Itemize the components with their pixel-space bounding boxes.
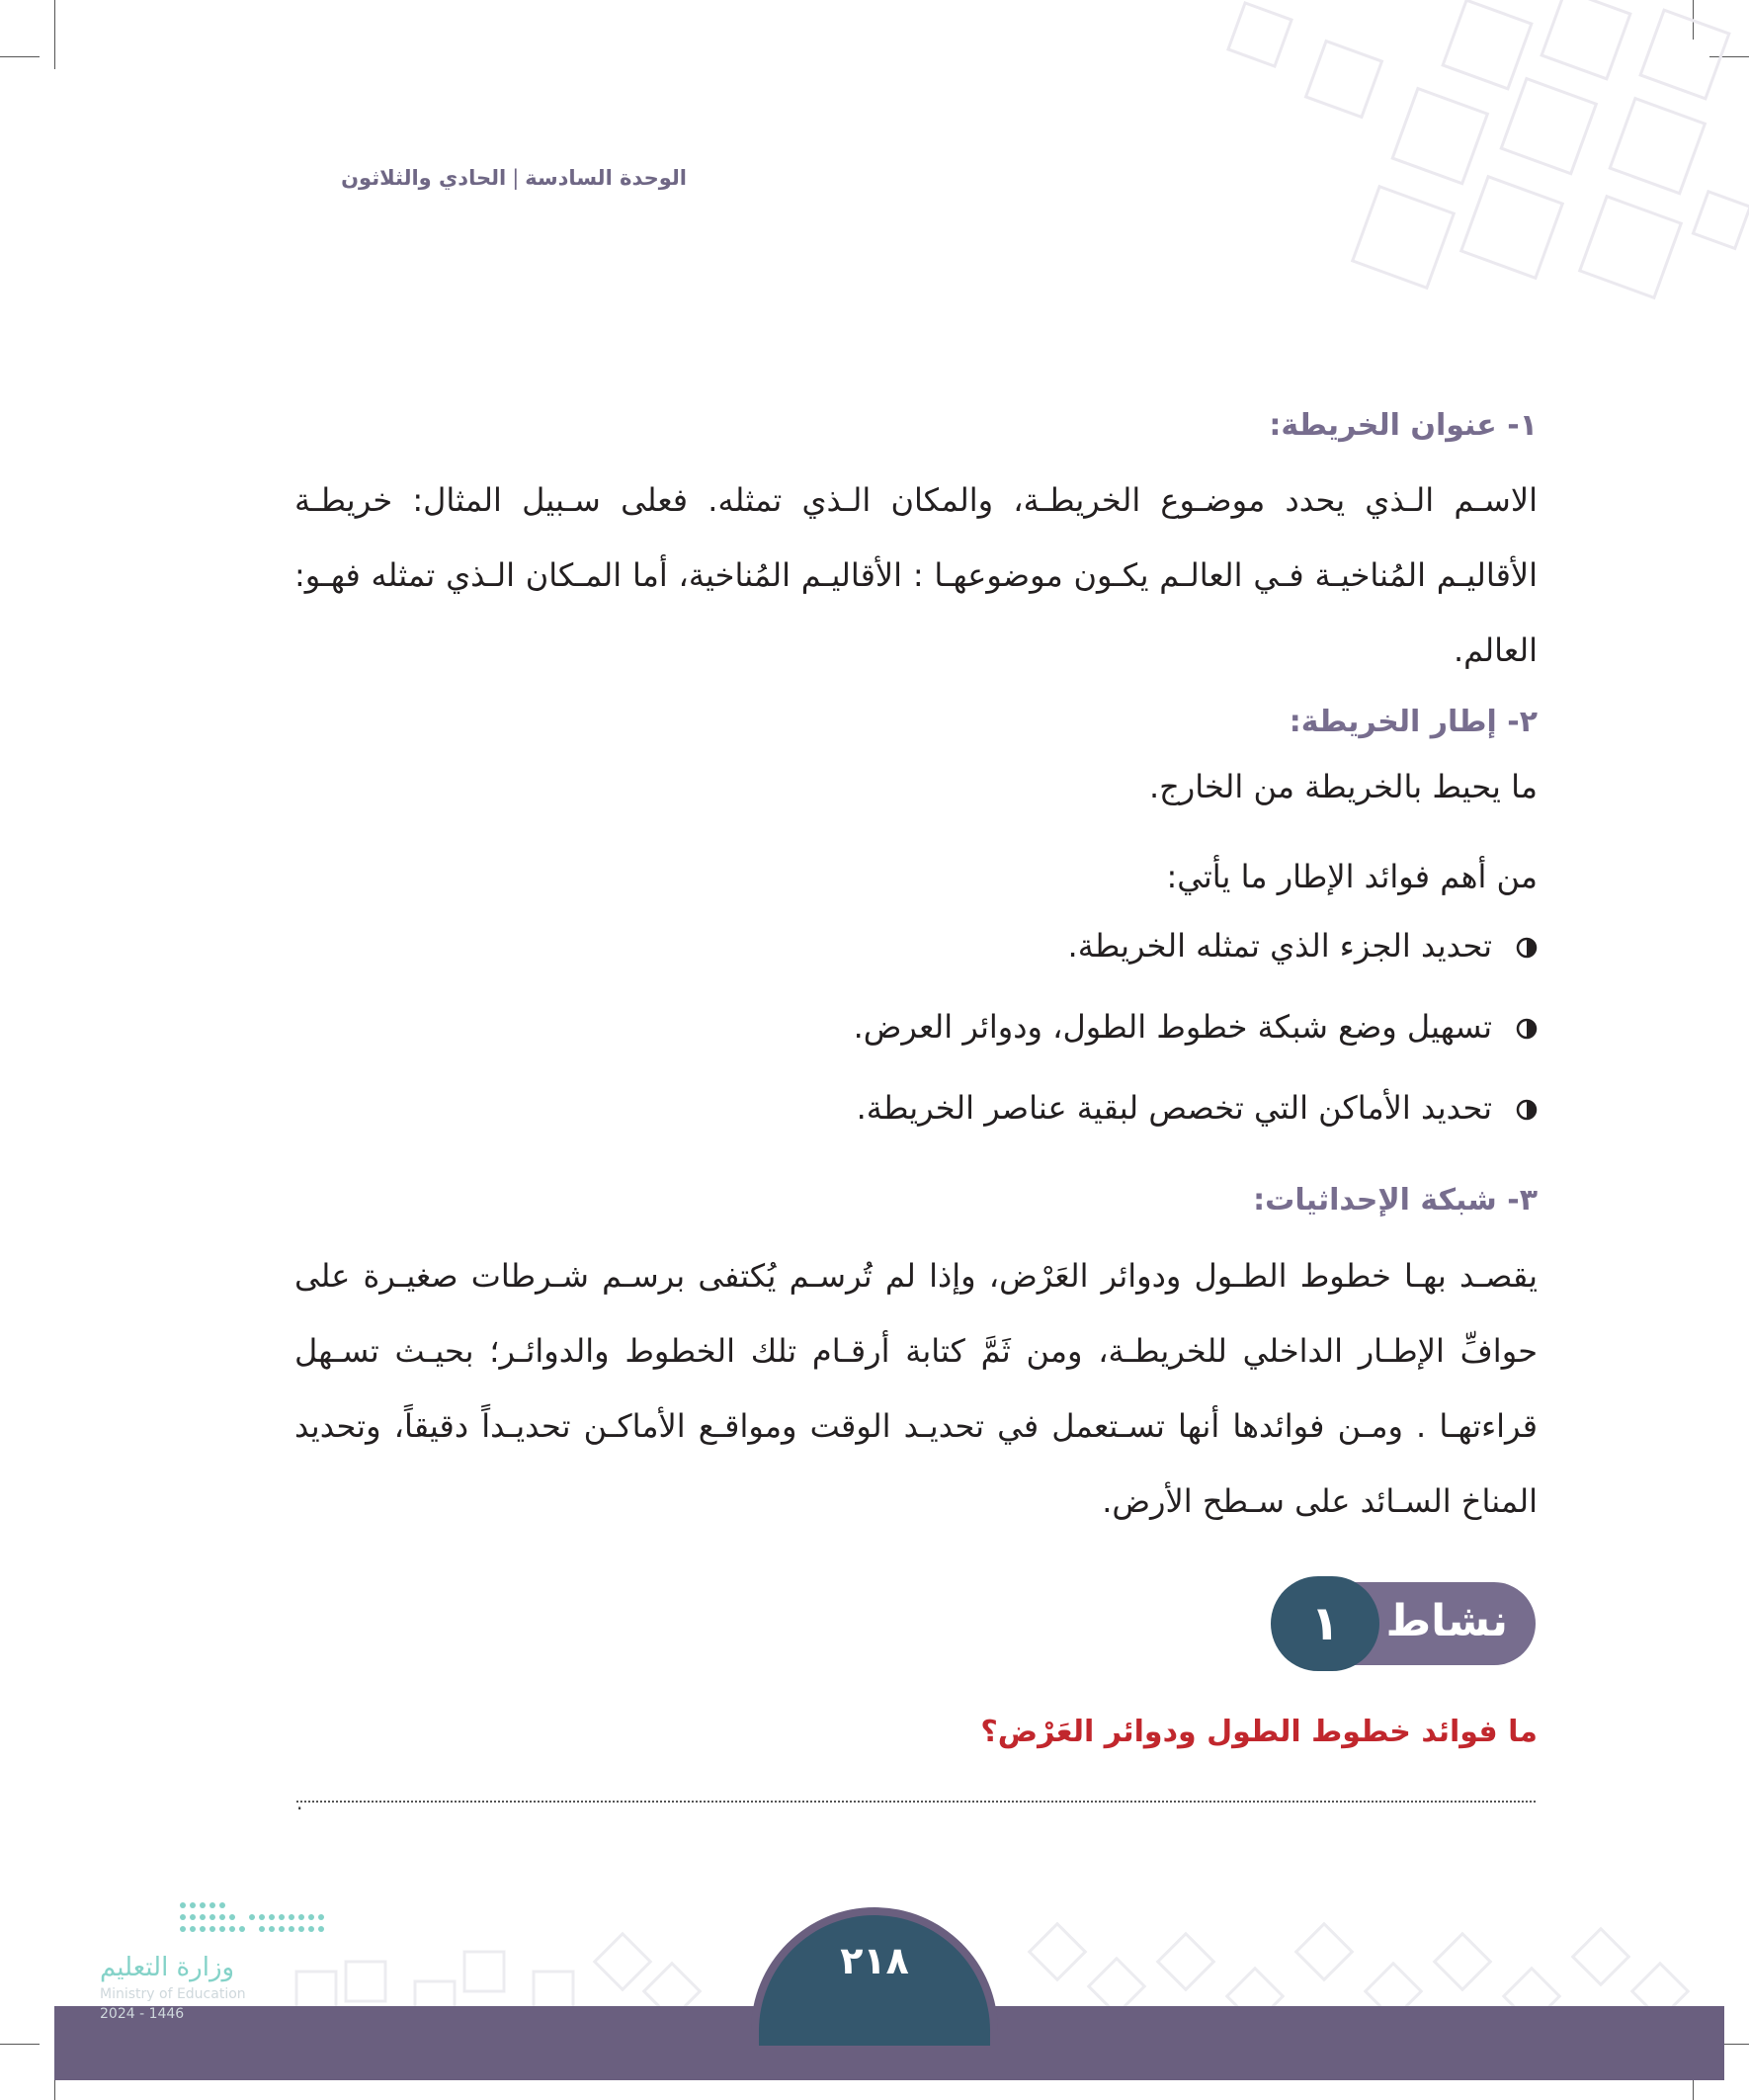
unit-title: الوحدة السادسة bbox=[525, 166, 687, 190]
crop-mark bbox=[54, 0, 55, 69]
decorative-pattern-top bbox=[939, 0, 1749, 326]
activity-question: ما فوائد خطوط الطول ودوائر العَرْض؟ bbox=[980, 1715, 1538, 1749]
ministry-logo bbox=[94, 1895, 331, 2034]
edition-year: 2024 - 1446 bbox=[100, 2006, 185, 2022]
activity-number: ١ bbox=[1271, 1576, 1379, 1671]
activity-badge bbox=[1271, 1576, 1536, 1671]
section-1-heading: ١- عنوان الخريطة: bbox=[1269, 408, 1538, 443]
half-circle-bullet-icon bbox=[1516, 937, 1538, 959]
header-separator: | bbox=[512, 166, 520, 190]
answer-line-dot: . bbox=[296, 1791, 303, 1814]
ministry-name-en: Ministry of Education bbox=[100, 1986, 246, 2002]
crop-mark bbox=[0, 56, 40, 57]
half-circle-bullet-icon bbox=[1516, 1018, 1538, 1040]
activity-label: نشاط bbox=[1385, 1596, 1508, 1646]
bullet-text: تسهيل وضع شبكة خطوط الطول، ودوائر العرض. bbox=[853, 1008, 1492, 1046]
bullet-text: تحديد الأماكن التي تخصص لبقية عناصر الخريطة. bbox=[856, 1089, 1492, 1127]
bullet-item bbox=[1068, 927, 1538, 965]
section-2-intro: من أهم فوائد الإطار ما يأتي: bbox=[1166, 858, 1538, 895]
section-3-heading: ٣- شبكة الإحداثيات: bbox=[1253, 1183, 1538, 1218]
running-head bbox=[296, 166, 687, 190]
lesson-title: الحادي والثلاثون bbox=[341, 166, 507, 190]
half-circle-bullet-icon bbox=[1516, 1099, 1538, 1121]
answer-line[interactable] bbox=[296, 1801, 1536, 1803]
crop-mark bbox=[0, 2044, 40, 2045]
section-3-paragraph: يقصـد بهـا خطوط الطـول ودوائر العَرْض، وإذا لم تُرسـم يُكتفى برسـم شـرطات صغيـرة على حوافِّ الإطـار الداخلي للخريطـة، ومن ثَمَّ كتابة أرقـام تلك الخطوط والدوائـر؛ بحيـث تسـهل قراءتهـا . ومـن فوائدها أنها تسـتعمل في تحديـد الوقت ومواقـع الأماكـن تحديـداً دقيقاً، وتحديد المناخ السـائد على سـطح الأرض. bbox=[294, 1257, 1538, 1520]
ministry-name-ar: وزارة التعليم bbox=[100, 1953, 235, 1982]
page-number: ٢١٨ bbox=[840, 1939, 909, 1982]
bullet-item bbox=[857, 1089, 1538, 1127]
bullet-item bbox=[854, 1008, 1538, 1046]
section-1-paragraph: الاسـم الـذي يحدد موضـوع الخريطـة، والمكان الـذي تمثله. فعلى سـبيل المثال: خريطـة الأقاليـم المُناخيـة فـي العالـم يكـون موضوعهـا : الأقاليـم المُناخية، أما المـكان الـذي تمثله فهـو: العالم. bbox=[294, 481, 1538, 669]
bullet-text: تحديد الجزء الذي تمثله الخريطة. bbox=[1067, 927, 1492, 965]
ministry-logo-icon bbox=[163, 1895, 400, 1955]
section-2-definition: ما يحيط بالخريطة من الخارج. bbox=[1148, 768, 1538, 805]
section-2-heading: ٢- إطار الخريطة: bbox=[1289, 705, 1538, 739]
